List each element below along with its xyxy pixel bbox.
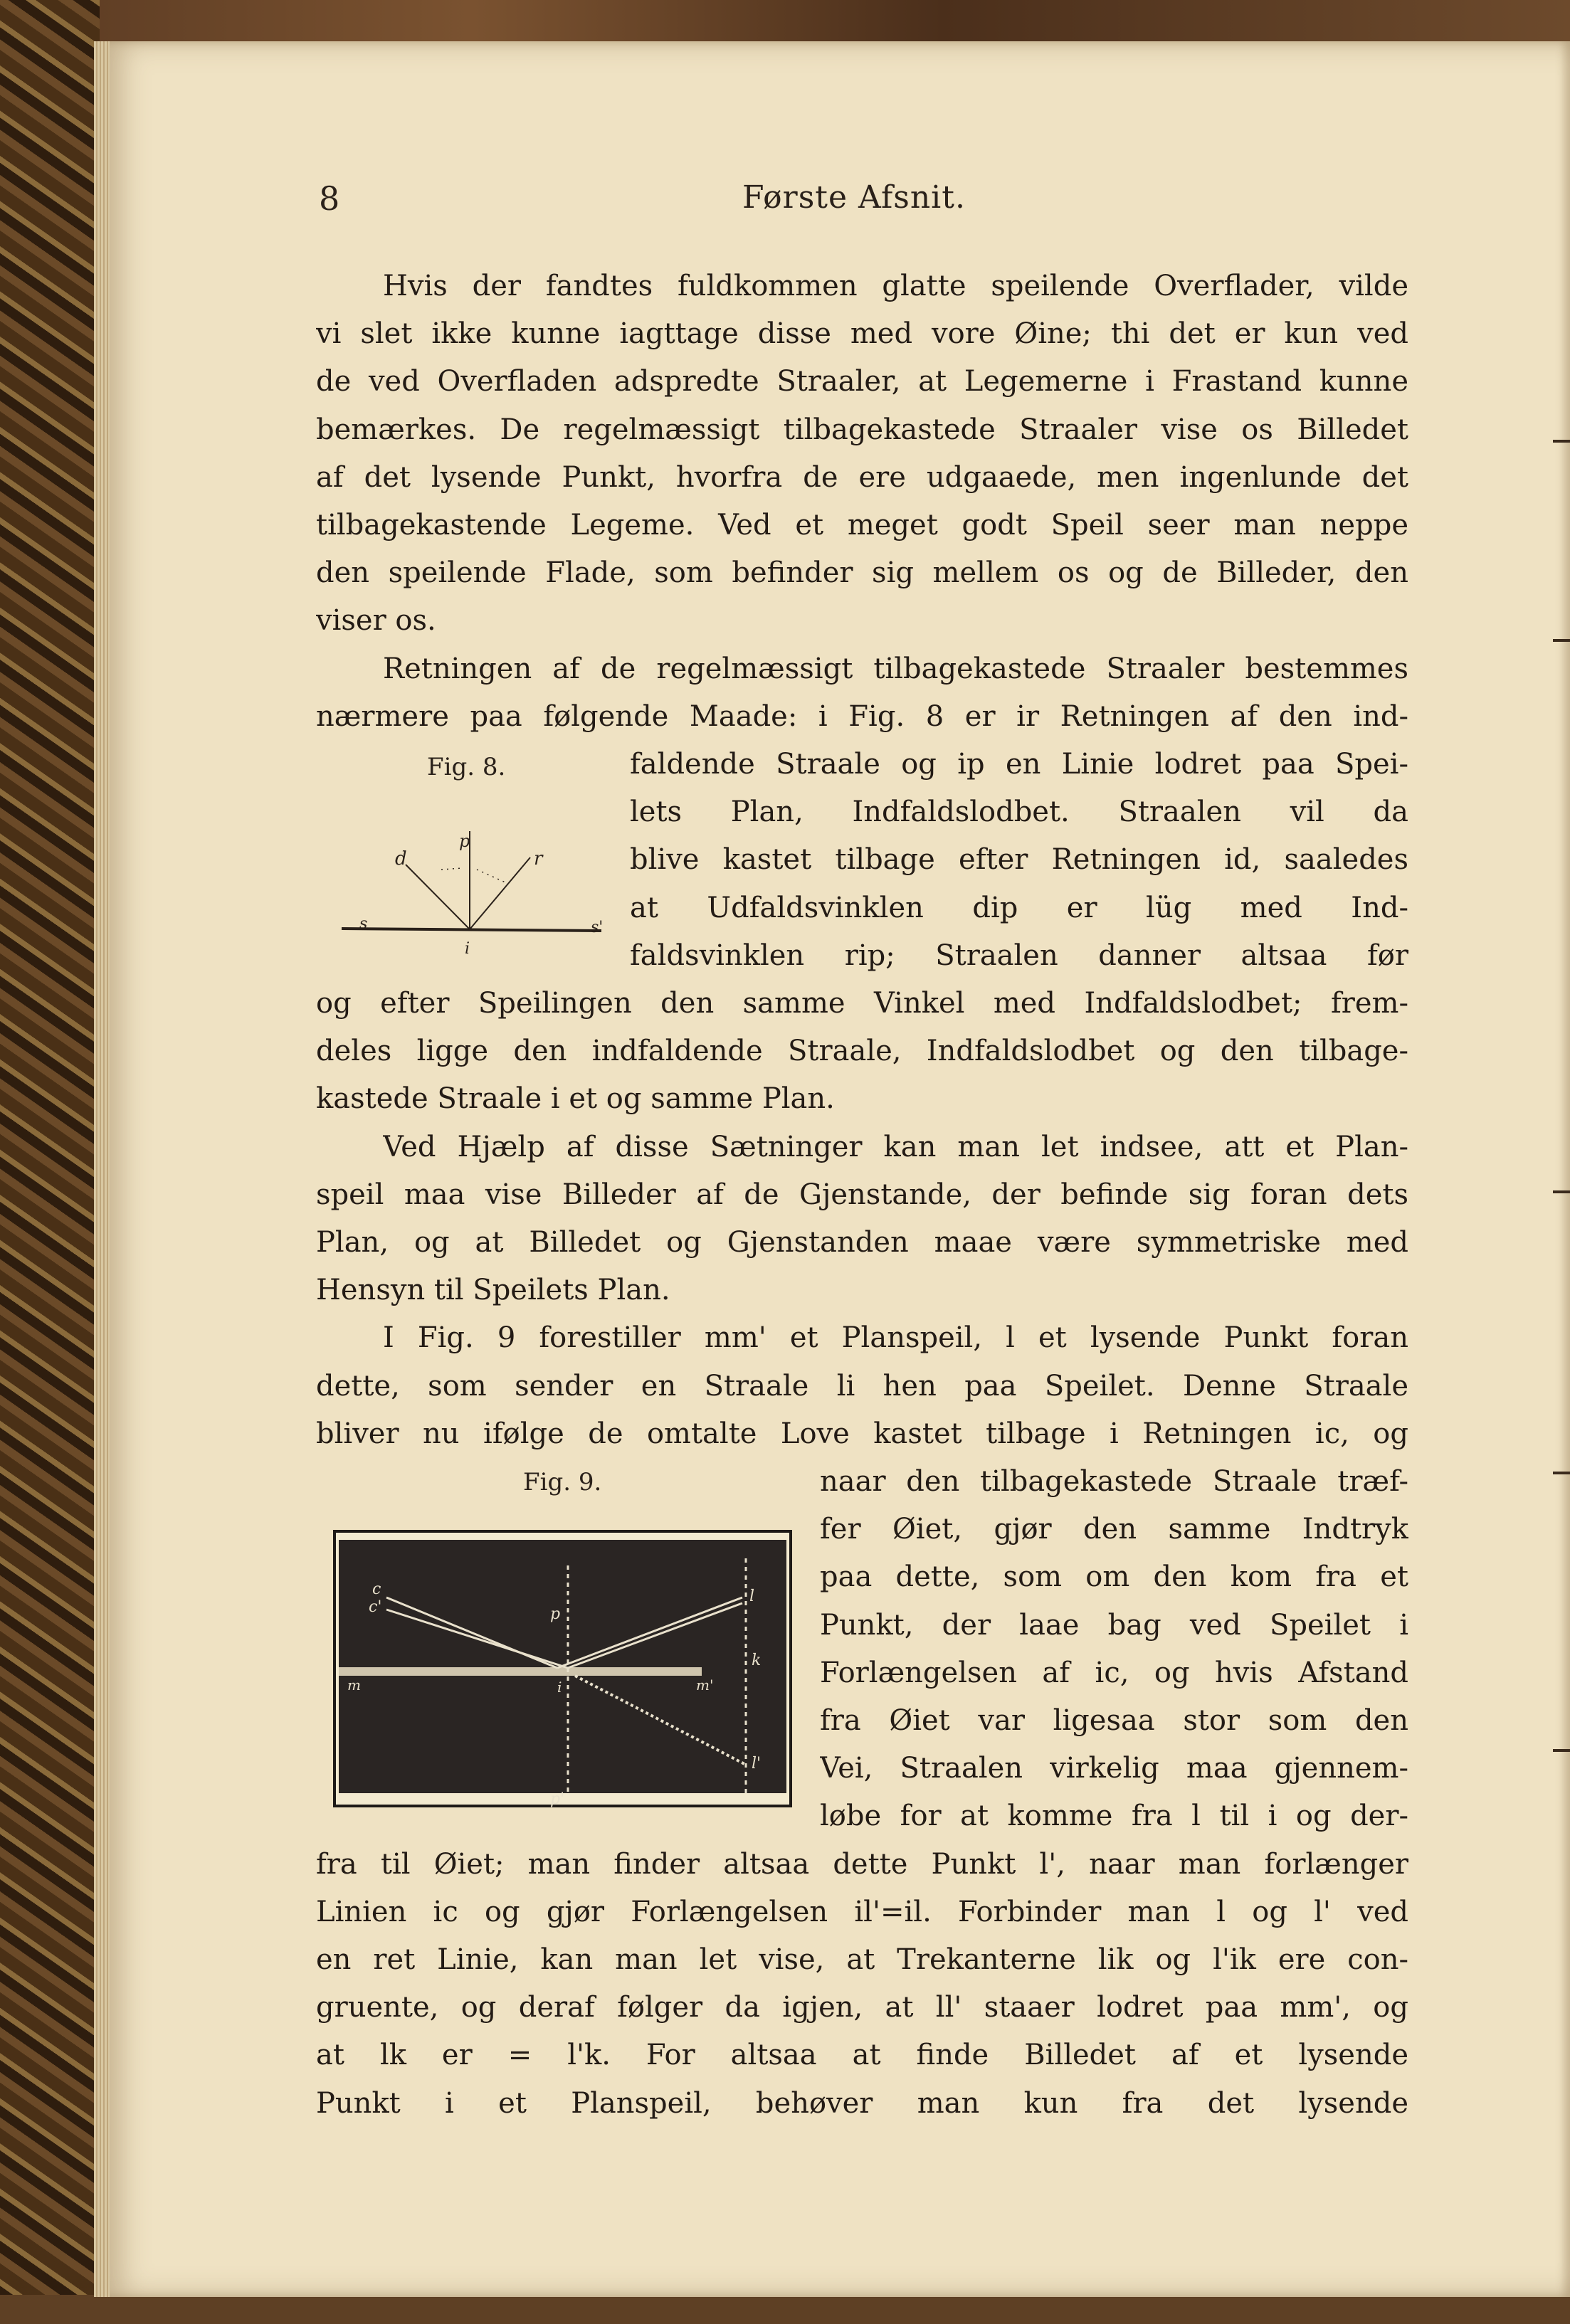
margin-mark	[1553, 440, 1570, 443]
text-line: nærmere paa følgende Maade: i Fig. 8 er ir Retningen af den ind-	[316, 700, 1408, 733]
book-cover-left	[0, 0, 100, 2324]
page-number: 8	[319, 179, 340, 218]
text-line: speil maa vise Billeder af de Gjenstande, der befinde sig foran dets	[316, 1178, 1408, 1211]
figure-9-diagram	[333, 1530, 792, 1807]
label-d: d	[395, 848, 407, 870]
text-line: I Fig. 9 forestiller mm' et Planspeil, l et lysende Punkt foran	[383, 1321, 1408, 1354]
label-c: c	[372, 1580, 381, 1598]
text-line: af det lysende Punkt, hvorfra de ere udgaaede, men ingenlunde det	[316, 461, 1408, 494]
text-line: fra Øiet var ligesaa stor som den	[820, 1704, 1408, 1737]
text-line: lets Plan, Indfaldslodbet. Straalen vil da	[630, 796, 1408, 828]
text-line: at lk er = l'k. For altsaa at finde Billedet af et lysende	[316, 2039, 1408, 2071]
margin-mark	[1553, 1472, 1570, 1474]
text-line: bliver nu ifølge de omtalte Love kastet tilbage i Retningen ic, og	[316, 1417, 1408, 1450]
label-k: k	[752, 1652, 762, 1669]
figure-8-diagram	[334, 825, 619, 961]
text-line: Forlængelsen af ic, og hvis Afstand	[820, 1657, 1408, 1689]
text-line: og efter Speilingen den samme Vinkel med Indfaldslodbet; frem-	[316, 987, 1408, 1020]
label-r: r	[534, 848, 543, 870]
text-line: en ret Linie, kan man let vise, at Trekanterne lik og l'ik ere con-	[316, 1943, 1408, 1976]
book-cover-top	[0, 0, 1570, 43]
incident-ray	[470, 857, 530, 929]
mirror	[339, 1667, 702, 1676]
text-line: Hvis der fandtes fuldkommen glatte speilende Overflader, vilde	[383, 270, 1408, 302]
text-line: den speilende Flade, som befinder sig mellem os og de Billeder, den	[316, 556, 1408, 589]
text-line: Retningen af de regelmæssigt tilbagekastede Straaler bestemmes	[383, 653, 1408, 685]
margin-mark	[1553, 1190, 1570, 1193]
margin-mark	[1553, 639, 1570, 642]
label-p: p	[459, 831, 470, 851]
figure-9-label: Fig. 9.	[523, 1468, 602, 1496]
label-i: i	[465, 940, 470, 958]
text-line: Linien ic og gjør Forlængelsen il'=il. Forbinder man l og l' ved	[316, 1896, 1408, 1928]
label-m: m	[347, 1676, 361, 1694]
text-line: at Udfaldsvinklen dip er lüg med Ind-	[630, 892, 1408, 924]
text-line: fra til Øiet; man finder altsaa dette Punkt l', naar man forlænger	[316, 1848, 1408, 1881]
page-edges	[94, 41, 110, 2297]
margin-mark	[1553, 1749, 1570, 1752]
label-s: s	[359, 915, 368, 933]
label-c-prime: c'	[369, 1598, 382, 1616]
text-line: tilbagekastende Legeme. Ved et meget godt Speil seer man neppe	[316, 509, 1408, 542]
text-line: Hensyn til Speilets Plan.	[316, 1274, 670, 1306]
text-line: gruente, og deraf følger da igjen, at ll' staaer lodret paa mm', og	[316, 1991, 1408, 2024]
text-line: vi slet ikke kunne iagttage disse med vore Øine; thi det er kun ved	[316, 317, 1408, 350]
book-cover-bottom	[0, 2295, 1570, 2324]
text-line: Plan, og at Billedet og Gjenstanden maae være symmetriske med	[316, 1226, 1408, 1259]
text-line: Punkt i et Planspeil, behøver man kun fra det lysende	[316, 2087, 1408, 2120]
text-line: faldende Straale og ip en Linie lodret paa Spei-	[630, 748, 1408, 781]
text-line: fer Øiet, gjør den samme Indtryk	[820, 1513, 1408, 1546]
running-title: Første Afsnit.	[742, 179, 966, 216]
label-l: l	[749, 1588, 755, 1605]
figure-8-label: Fig. 8.	[427, 753, 506, 781]
text-line: naar den tilbagekastede Straale træf-	[820, 1465, 1408, 1498]
label-p-prime: p'	[550, 1790, 565, 1807]
text-line: Punkt, der laae bag ved Speilet i	[820, 1609, 1408, 1642]
label-i: i	[557, 1679, 562, 1696]
label-l-prime: l'	[752, 1755, 762, 1773]
text-line: bemærkes. De regelmæssigt tilbagekastede Straaler vise os Billedet	[316, 413, 1408, 446]
text-line: løbe for at komme fra l til i og der-	[820, 1800, 1408, 1832]
label-m-prime: m'	[696, 1676, 714, 1694]
label-p: p	[550, 1605, 561, 1623]
reflected-ray	[406, 865, 470, 929]
text-line: paa dette, som om den kom fra et	[820, 1560, 1408, 1593]
text-line: Ved Hjælp af disse Sætninger kan man let indsee, att et Plan-	[383, 1131, 1408, 1163]
text-line: Vei, Straalen virkelig maa gjennem-	[820, 1752, 1408, 1785]
text-line: deles ligge den indfaldende Straale, Indfaldslodbet og den tilbage-	[316, 1035, 1408, 1067]
mirror-line	[342, 929, 601, 931]
text-line: kastede Straale i et og samme Plan.	[316, 1082, 835, 1115]
text-line: dette, som sender en Straale li hen paa Speilet. Denne Straale	[316, 1370, 1408, 1403]
text-line: faldsvinklen rip; Straalen danner altsaa før	[630, 939, 1408, 972]
text-line: de ved Overfladen adspredte Straaler, at Legemerne i Frastand kunne	[316, 365, 1408, 398]
text-line: blive kastet tilbage efter Retningen id, saaledes	[630, 843, 1408, 876]
text-line: viser os.	[316, 604, 436, 637]
label-s-prime: s'	[591, 919, 604, 936]
